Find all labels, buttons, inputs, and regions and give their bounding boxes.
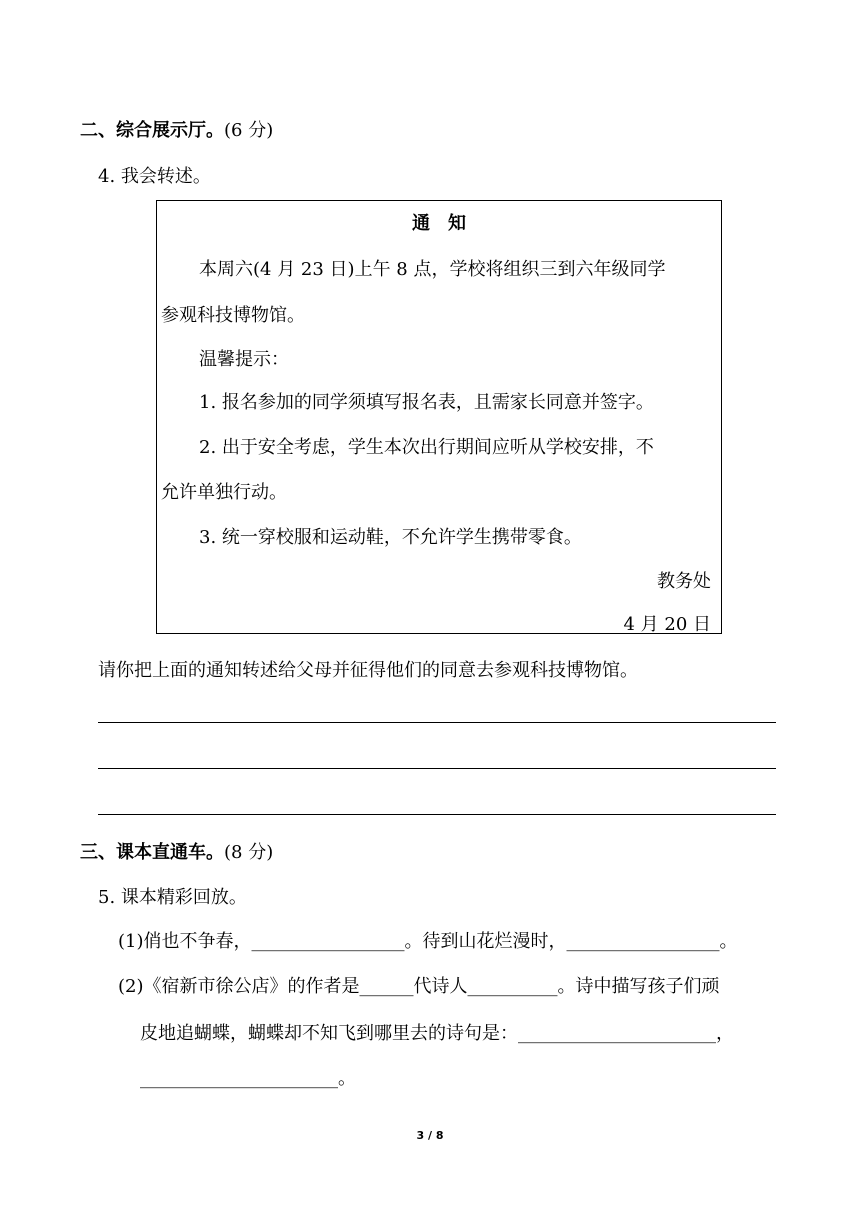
notice-tip-1: 1. 报名参加的同学须填写报名表，且需家长同意并签字。: [199, 392, 654, 413]
answer-line-3[interactable]: [98, 814, 776, 815]
section-2-score: (6 分): [224, 120, 274, 141]
answer-line-2[interactable]: [98, 768, 776, 769]
notice-sender: 教务处: [657, 571, 711, 592]
notice-para1-line2: 参观科技博物馆。: [161, 305, 305, 326]
notice-date: 4 月 20 日: [623, 614, 711, 635]
question-5-item-2-line1: (2)《宿新市徐公店》的作者是______代诗人__________。诗中描写孩子们顽: [118, 976, 720, 997]
answer-line-1[interactable]: [98, 722, 776, 723]
section-3-title: 三、课本直通车。: [80, 842, 224, 863]
question-5-item-1: (1)俏也不争春，_________________。待到山花烂漫时，_________________。: [118, 931, 738, 952]
question-4-label: 4. 我会转述。: [98, 166, 211, 187]
notice-tip-title: 温馨提示：: [199, 349, 289, 370]
notice-tip-3: 3. 统一穿校服和运动鞋，不允许学生携带零食。: [199, 527, 582, 548]
question-4-instruction: 请你把上面的通知转述给父母并征得他们的同意去参观科技博物馆。: [98, 660, 638, 681]
notice-tip-2-line2: 允许单独行动。: [161, 482, 287, 503]
question-5-item-2-line2: 皮地追蝴蝶，蝴蝶却不知飞到哪里去的诗句是：______________________，: [140, 1023, 734, 1044]
section-3-heading: [80, 838, 273, 864]
section-3-score: (8 分): [224, 842, 274, 863]
notice-box: [156, 200, 722, 634]
page-number: 3 / 8: [416, 1129, 444, 1142]
notice-para1-line1: 本周六(4 月 23 日)上午 8 点，学校将组织三到六年级同学: [199, 259, 666, 280]
section-2-title: 二、综合展示厅。: [80, 120, 224, 141]
question-5-label: 5. 课本精彩回放。: [98, 887, 247, 908]
notice-tip-2-line1: 2. 出于安全考虑，学生本次出行期间应听从学校安排，不: [199, 437, 654, 458]
notice-heading: 通 知: [412, 213, 466, 234]
section-2-heading: [80, 116, 273, 142]
question-5-item-2-line3: ______________________。: [140, 1068, 356, 1089]
